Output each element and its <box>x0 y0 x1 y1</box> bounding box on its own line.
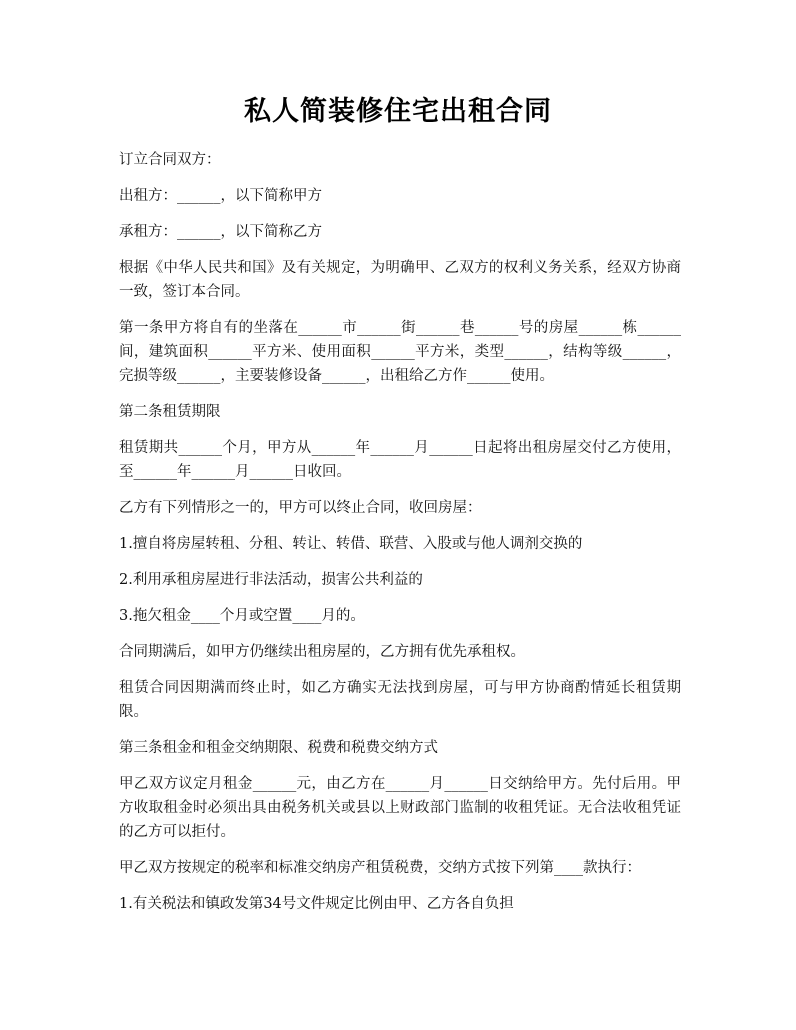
paragraph-termination-item-2: 2.利用承租房屋进行非法活动，损害公共利益的 <box>119 572 423 588</box>
paragraph-termination-intro: 乙方有下列情形之一的，甲方可以终止合同，收回房屋： <box>119 500 482 516</box>
document-title: 私人简装修住宅出租合同 <box>244 96 552 127</box>
paragraph-tax-item-1: 1.有关税法和镇政发第34号文件规定比例由甲、乙方各自负担 <box>119 896 514 912</box>
paragraph-termination-item-1: 1.擅自将房屋转租、分租、转让、转借、联营、入股或与他人调剂交换的 <box>119 536 583 552</box>
paragraph-rent: 甲乙双方议定月租金______元，由乙方在______月______日交纳给甲方。先付后用。甲方收取租金时必须出具由税务机关或县以上财政部门监制的收租凭证。无合法收租凭证的乙方可以拒付。 <box>119 776 681 840</box>
paragraph-lessor: 出租方：______，以下简称甲方 <box>119 188 322 204</box>
paragraph-preamble: 根据《中华人民共和国》及有关规定，为明确甲、乙双方的权利义务关系，经双方协商一致，签订本合同。 <box>119 260 681 300</box>
paragraph-article-2-heading: 第二条租赁期限 <box>119 404 221 420</box>
document-body <box>119 148 681 928</box>
paragraph-priority-right: 合同期满后，如甲方仍继续出租房屋的，乙方拥有优先承租权。 <box>119 644 525 660</box>
paragraph-parties-heading: 订立合同双方： <box>119 152 221 168</box>
paragraph-extension: 租赁合同因期满而终止时，如乙方确实无法找到房屋，可与甲方协商酌情延长租赁期限。 <box>119 680 681 720</box>
paragraph-article-3-heading: 第三条租金和租金交纳期限、税费和税费交纳方式 <box>119 740 438 756</box>
paragraph-article-1: 第一条甲方将自有的坐落在______市______街______巷______号的房屋______栋______间，建筑面积______平方米、使用面积______平方米，类型______，结构等级______，完损等级______，主要装修设备______，出租给乙方作______使用。 <box>119 320 681 384</box>
paragraph-lessee: 承租方：______，以下简称乙方 <box>119 224 322 240</box>
paragraph-tax: 甲乙双方按规定的税率和标准交纳房产租赁税费，交纳方式按下列第____款执行： <box>119 860 641 876</box>
paragraph-lease-term: 租赁期共______个月，甲方从______年______月______日起将出租房屋交付乙方使用，至______年______月______日收回。 <box>119 440 681 480</box>
paragraph-termination-item-3: 3.拖欠租金____个月或空置____月的。 <box>119 608 365 624</box>
